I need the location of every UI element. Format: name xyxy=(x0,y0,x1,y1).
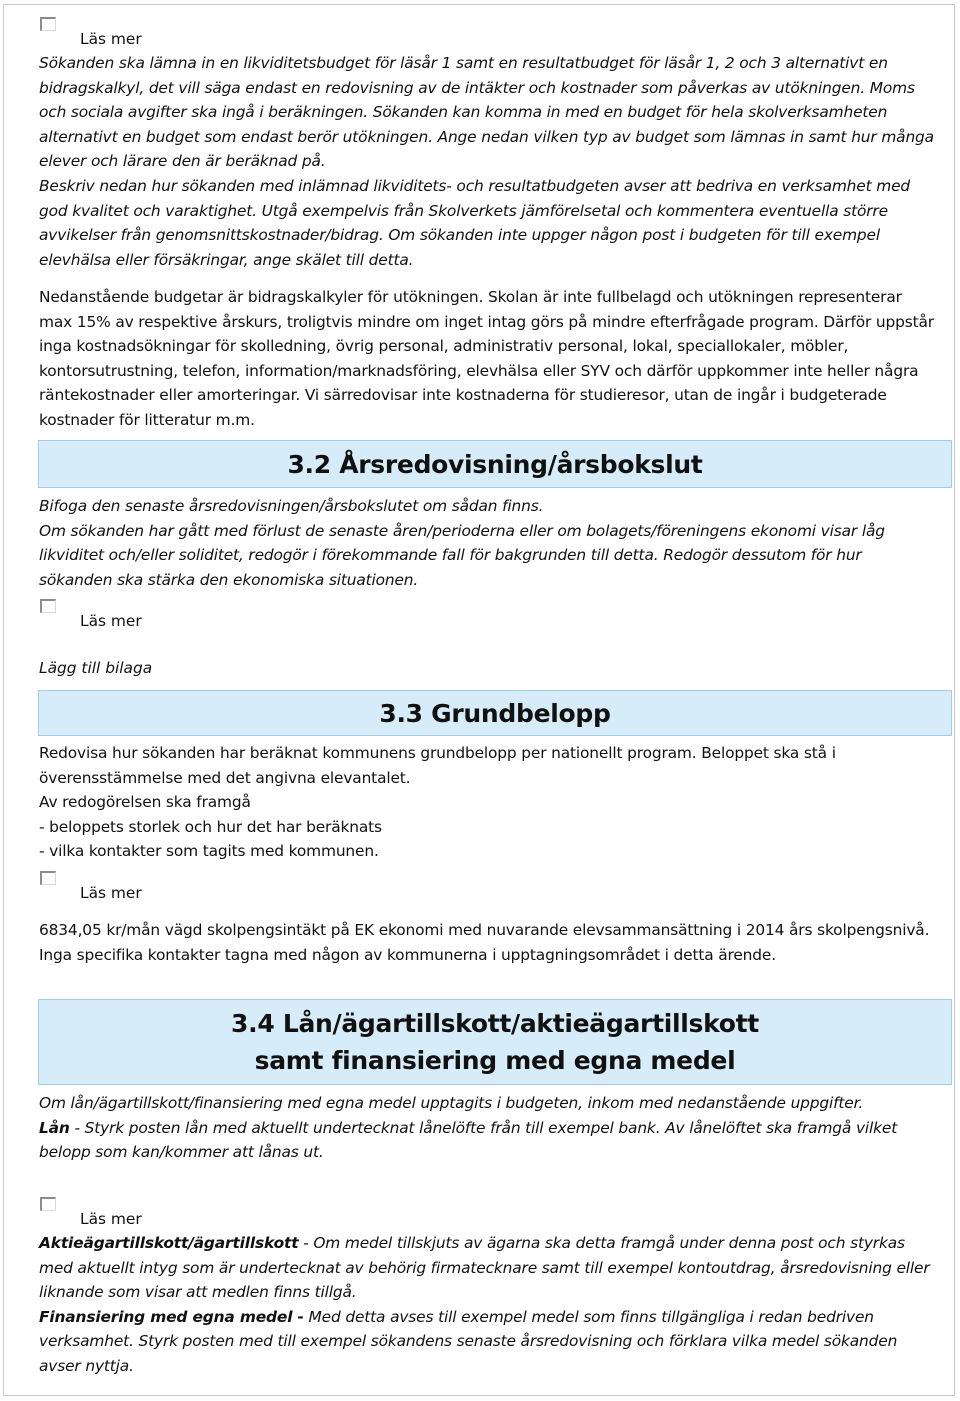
section-3-4-instructions xyxy=(39,1091,939,1165)
section-3-2-text: Bifoga den senaste årsredovisningen/årsbokslutet om sådan finns. Om sökanden har gått med förlust de senaste åren/perioderna eller om bolagets/föreningens ekonomi visar låg likviditet och/eller soliditet, redogör i förekommande fall för bakgrunden till detta. Redogör dessutom för hur sökanden ska stärka den ekonomiska situationen. xyxy=(39,497,885,589)
own-funds-text: Med detta avses till exempel medel som finns tillgängliga i redan bedriven verksamhet. Styrk posten med till exempel sökandens senaste årsredovisning och förklara vilka medel sökanden avser nyttja. xyxy=(39,1307,898,1375)
owner-contribution-paragraph xyxy=(39,1231,939,1305)
owner-contribution-term: Aktieägartillskott/ägartillskott xyxy=(39,1234,299,1252)
read-more-checkbox[interactable] xyxy=(40,1197,56,1211)
owner-contribution-text: - Om medel tillskjuts av ägarna ska detta framgå under denna post och styrkas med aktuellt intyg som är undertecknat av behörig firmatecknare samt till exempel kontoutdrag, årsredovisning eller liknande som visar att medlen finns tillgå. xyxy=(39,1234,930,1302)
section-header-3-3 xyxy=(38,690,952,736)
section-title-3-2: 3.2 Årsredovisning/årsbokslut xyxy=(287,450,703,479)
own-funds-paragraph xyxy=(39,1305,939,1379)
section-header-3-2 xyxy=(38,440,952,488)
read-more-label: Läs mer xyxy=(80,30,142,48)
read-more-checkbox[interactable] xyxy=(40,871,56,885)
section-3-3-instructions xyxy=(39,741,939,864)
own-funds-term: Finansiering med egna medel - xyxy=(39,1307,304,1326)
read-more-checkbox[interactable] xyxy=(40,17,56,31)
budget-answer-text: Nedanstående budgetar är bidragskalkyler för utökningen. Skolan är inte fullbelagd och utökningen representerar max 15% av respektive årskurs, troligtvis mindre om inget intag görs på mindre efterfrågade program. Därför uppstår inga kostnadsökningar för skolledning, övrig personal, administrativ personal, lokal, speciallokaler, möbler, kontorsutrustning, telefon, information/marknadsföring, elevhälsa eller SYV och därför uppkommer inte heller några räntekostnader eller amorteringar. Vi särredovisar inte kostnaderna för studieresor, utan de ingår i budgeterade kostnader för litteratur m.m. xyxy=(39,288,934,429)
section-title-3-4-line2: samt finansiering med egna medel xyxy=(254,1046,736,1075)
section-3-4-details xyxy=(39,1231,939,1379)
budget-description-text: Beskriv nedan hur sökanden med inlämnad likviditets- och resultatbudgeten avser att bedriva en verksamhet med god kvalitet och varaktighet. Utgå exempelvis från Skolverkets jämförelsetal och kommentera eventuella större avvikelser från genomsnittskostnader/bidrag. Om sökanden inte uppger någon post i budgeten för till exempel elevhälsa eller försäkringar, ange skälet till detta. xyxy=(39,176,911,269)
loan-paragraph xyxy=(39,1116,939,1165)
section-3-4-intro: Om lån/ägartillskott/finansiering med egna medel upptagits i budgeten, inkom med nedanstående uppgifter. xyxy=(39,1094,864,1112)
read-more-label: Läs mer xyxy=(80,612,142,630)
section-header-3-4 xyxy=(38,999,952,1085)
add-attachment-link[interactable]: Lägg till bilaga xyxy=(39,659,153,677)
read-more-label: Läs mer xyxy=(80,1210,142,1228)
read-more-label: Läs mer xyxy=(80,884,142,902)
budget-answer xyxy=(39,285,939,433)
loan-text: - Styrk posten lån med aktuellt undertecknat lånelöfte från till exempel bank. Av lånelöftet ska framgå vilket belopp som kan/kommer att lånas ut. xyxy=(39,1118,898,1162)
section-3-3-answer xyxy=(39,918,939,967)
loan-term: Lån xyxy=(39,1118,70,1137)
section-title-3-3: 3.3 Grundbelopp xyxy=(379,699,611,728)
budget-instructions-text: Sökanden ska lämna in en likviditetsbudget för läsår 1 samt en resultatbudget för läsår 1, 2 och 3 alternativt en bidragskalkyl, det vill säga endast en redovisning av de intäkter och kostnader som påverkas av utökningen. Moms och sociala avgifter ska ingå i beräkningen. Sökanden kan komma in med en budget för hela skolverksamheten alternativt en budget som endast berör utökningen. Ange nedan vilken typ av budget som lämnas in samt hur många elever och lärare den är beräknad på. xyxy=(39,54,934,171)
section-3-3-text: Redovisa hur sökanden har beräknat kommunens grundbelopp per nationellt program. Beloppet ska stå i överensstämmelse med det angivna elevantalet. Av redogörelsen ska framgå - beloppets storlek och hur det har beräknats - vilka kontakter som tagits med kommunen. xyxy=(39,744,836,861)
read-more-checkbox[interactable] xyxy=(40,599,56,613)
section-3-2-instructions xyxy=(39,494,939,592)
section-3-3-answer-text: 6834,05 kr/mån vägd skolpengsintäkt på EK ekonomi med nuvarande elevsammansättning i 2014 års skolpengsnivå. Inga specifika kontakter tagna med någon av kommunerna i upptagningsområdet i detta ärende. xyxy=(39,921,930,964)
section-title-3-4-line1: 3.4 Lån/ägartillskott/aktieägartillskott xyxy=(231,1009,759,1038)
budget-instructions xyxy=(39,51,939,272)
